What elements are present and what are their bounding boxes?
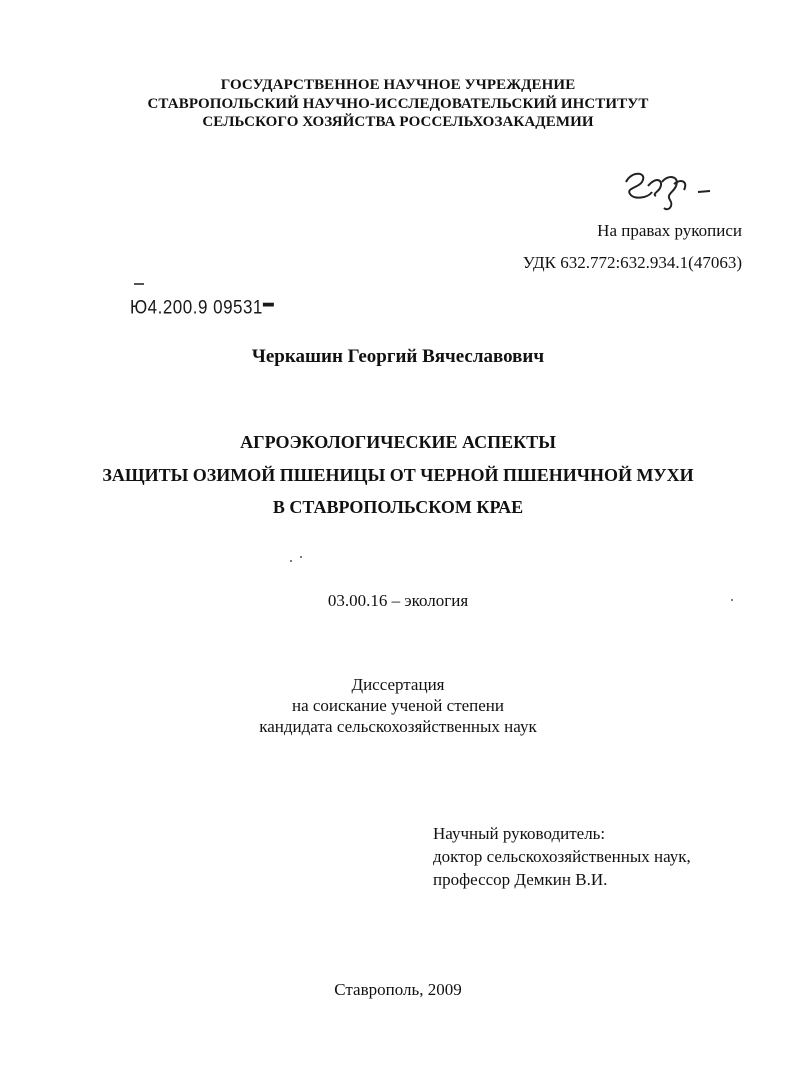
- degree-line-2: на соискание ученой степени: [291, 696, 505, 715]
- supervisor-name: профессор Демкин В.И.: [433, 870, 608, 889]
- scan-speck: [134, 283, 144, 285]
- supervisor-label: Научный руководитель:: [433, 824, 606, 843]
- institution-line-1: ГОСУДАРСТВЕННОЕ НАУЧНОЕ УЧРЕЖДЕНИЕ: [220, 77, 576, 93]
- institution-line-2: СТАВРОПОЛЬСКИЙ НАУЧНО-ИССЛЕДОВАТЕЛЬСКИЙ ИНСТИТУТ: [147, 96, 649, 112]
- supervisor-degree: доктор сельскохозяйственных наук,: [433, 847, 691, 866]
- author-name: Черкашин Георгий Вячеславович: [251, 346, 545, 367]
- title-line-2: ЗАЩИТЫ ОЗИМОЙ ПШЕНИЦЫ ОТ ЧЕРНОЙ ПШЕНИЧНОЙ МУХИ: [102, 465, 694, 485]
- scan-speck: [300, 556, 302, 558]
- degree-line-3: кандидата сельскохозяйственных наук: [259, 717, 537, 736]
- title-line-1: АГРОЭКОЛОГИЧЕСКИЕ АСПЕКТЫ: [240, 432, 556, 452]
- rights-notice: На правах рукописи: [597, 221, 742, 240]
- handwritten-signature-icon: [618, 162, 718, 214]
- registration-number: Ю4.200.9 09531: [130, 296, 263, 318]
- place-and-year: Ставрополь, 2009: [334, 980, 462, 999]
- specialty-code: 03.00.16 – экология: [327, 591, 469, 610]
- registration-stamp: Ю4.200.9 09531▬: [130, 296, 275, 318]
- supervisor-block: [433, 822, 691, 891]
- scan-speck: [290, 560, 292, 562]
- udc-code: УДК 632.772:632.934.1(47063): [522, 253, 742, 272]
- degree-line-1: Диссертация: [351, 675, 445, 694]
- institution-line-3: СЕЛЬСКОГО ХОЗЯЙСТВА РОССЕЛЬХОЗАКАДЕМИИ: [202, 114, 594, 130]
- title-line-3: В СТАВРОПОЛЬСКОМ КРАЕ: [272, 497, 524, 517]
